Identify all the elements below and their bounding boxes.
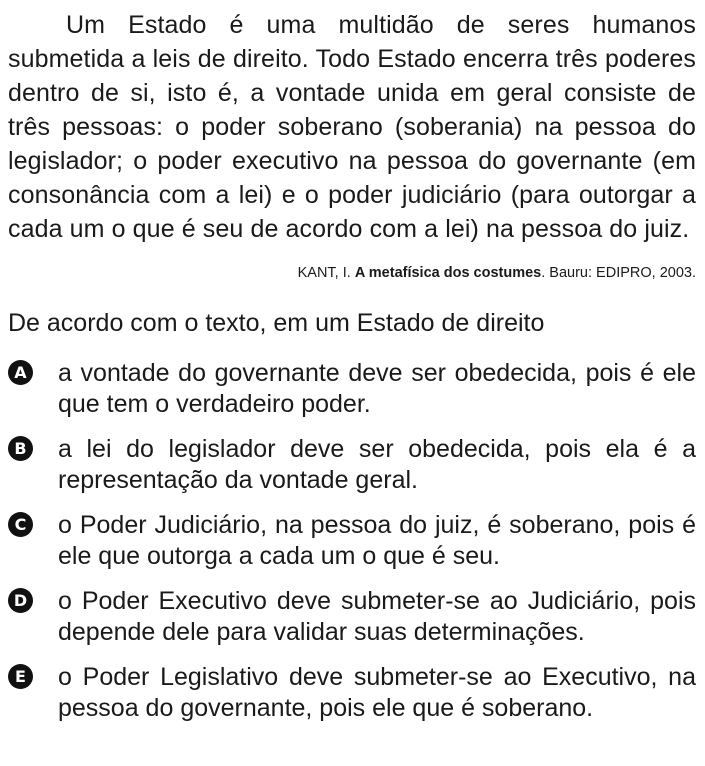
option-e[interactable]: [8, 662, 696, 724]
option-a-text: a vontade do governante deve ser obedecida, pois é ele que tem o verdadeiro poder.: [58, 359, 696, 418]
question-page: [8, 8, 696, 738]
option-d-letter-badge: D: [8, 588, 33, 613]
option-a-letter-badge: A: [8, 360, 33, 385]
option-c[interactable]: [8, 510, 696, 572]
option-d-text: o Poder Executivo deve submeter-se ao Judiciário, pois depende dele para validar suas determinações.: [58, 587, 696, 646]
citation: [8, 264, 696, 282]
option-b-text: a lei do legislador deve ser obedecida, pois ela é a representação da vontade geral.: [58, 435, 696, 494]
passage-text: Um Estado é uma multidão de seres humanos submetida a leis de direito. Todo Estado encerra três poderes dentro de si, isto é, a vontade unida em geral consiste de três pessoas: o poder soberano (soberania) na pessoa do legislador; o poder executivo na pessoa do governante (em consonância com a lei) e o poder judiciário (para outorgar a cada um o que é seu de acordo com a lei) na pessoa do juiz.: [8, 11, 696, 243]
question-stem: De acordo com o texto, em um Estado de direito: [8, 309, 545, 337]
citation-publisher: . Bauru: EDIPRO, 2003.: [541, 265, 696, 281]
option-b[interactable]: [8, 434, 696, 496]
option-b-letter-badge: B: [8, 436, 33, 461]
option-d[interactable]: [8, 586, 696, 648]
citation-book-title: A metafísica dos costumes: [354, 265, 542, 281]
option-e-text: o Poder Legislativo deve submeter-se ao Executivo, na pessoa do governante, pois ele que é soberano.: [58, 663, 696, 722]
option-e-letter-badge: E: [8, 664, 33, 689]
answer-options: [8, 358, 696, 724]
option-a[interactable]: [8, 358, 696, 420]
option-c-letter-badge: C: [8, 512, 33, 537]
option-c-text: o Poder Judiciário, na pessoa do juiz, é soberano, pois é ele que outorga a cada um o que é seu.: [58, 511, 696, 570]
citation-author: KANT, I.: [297, 265, 355, 281]
